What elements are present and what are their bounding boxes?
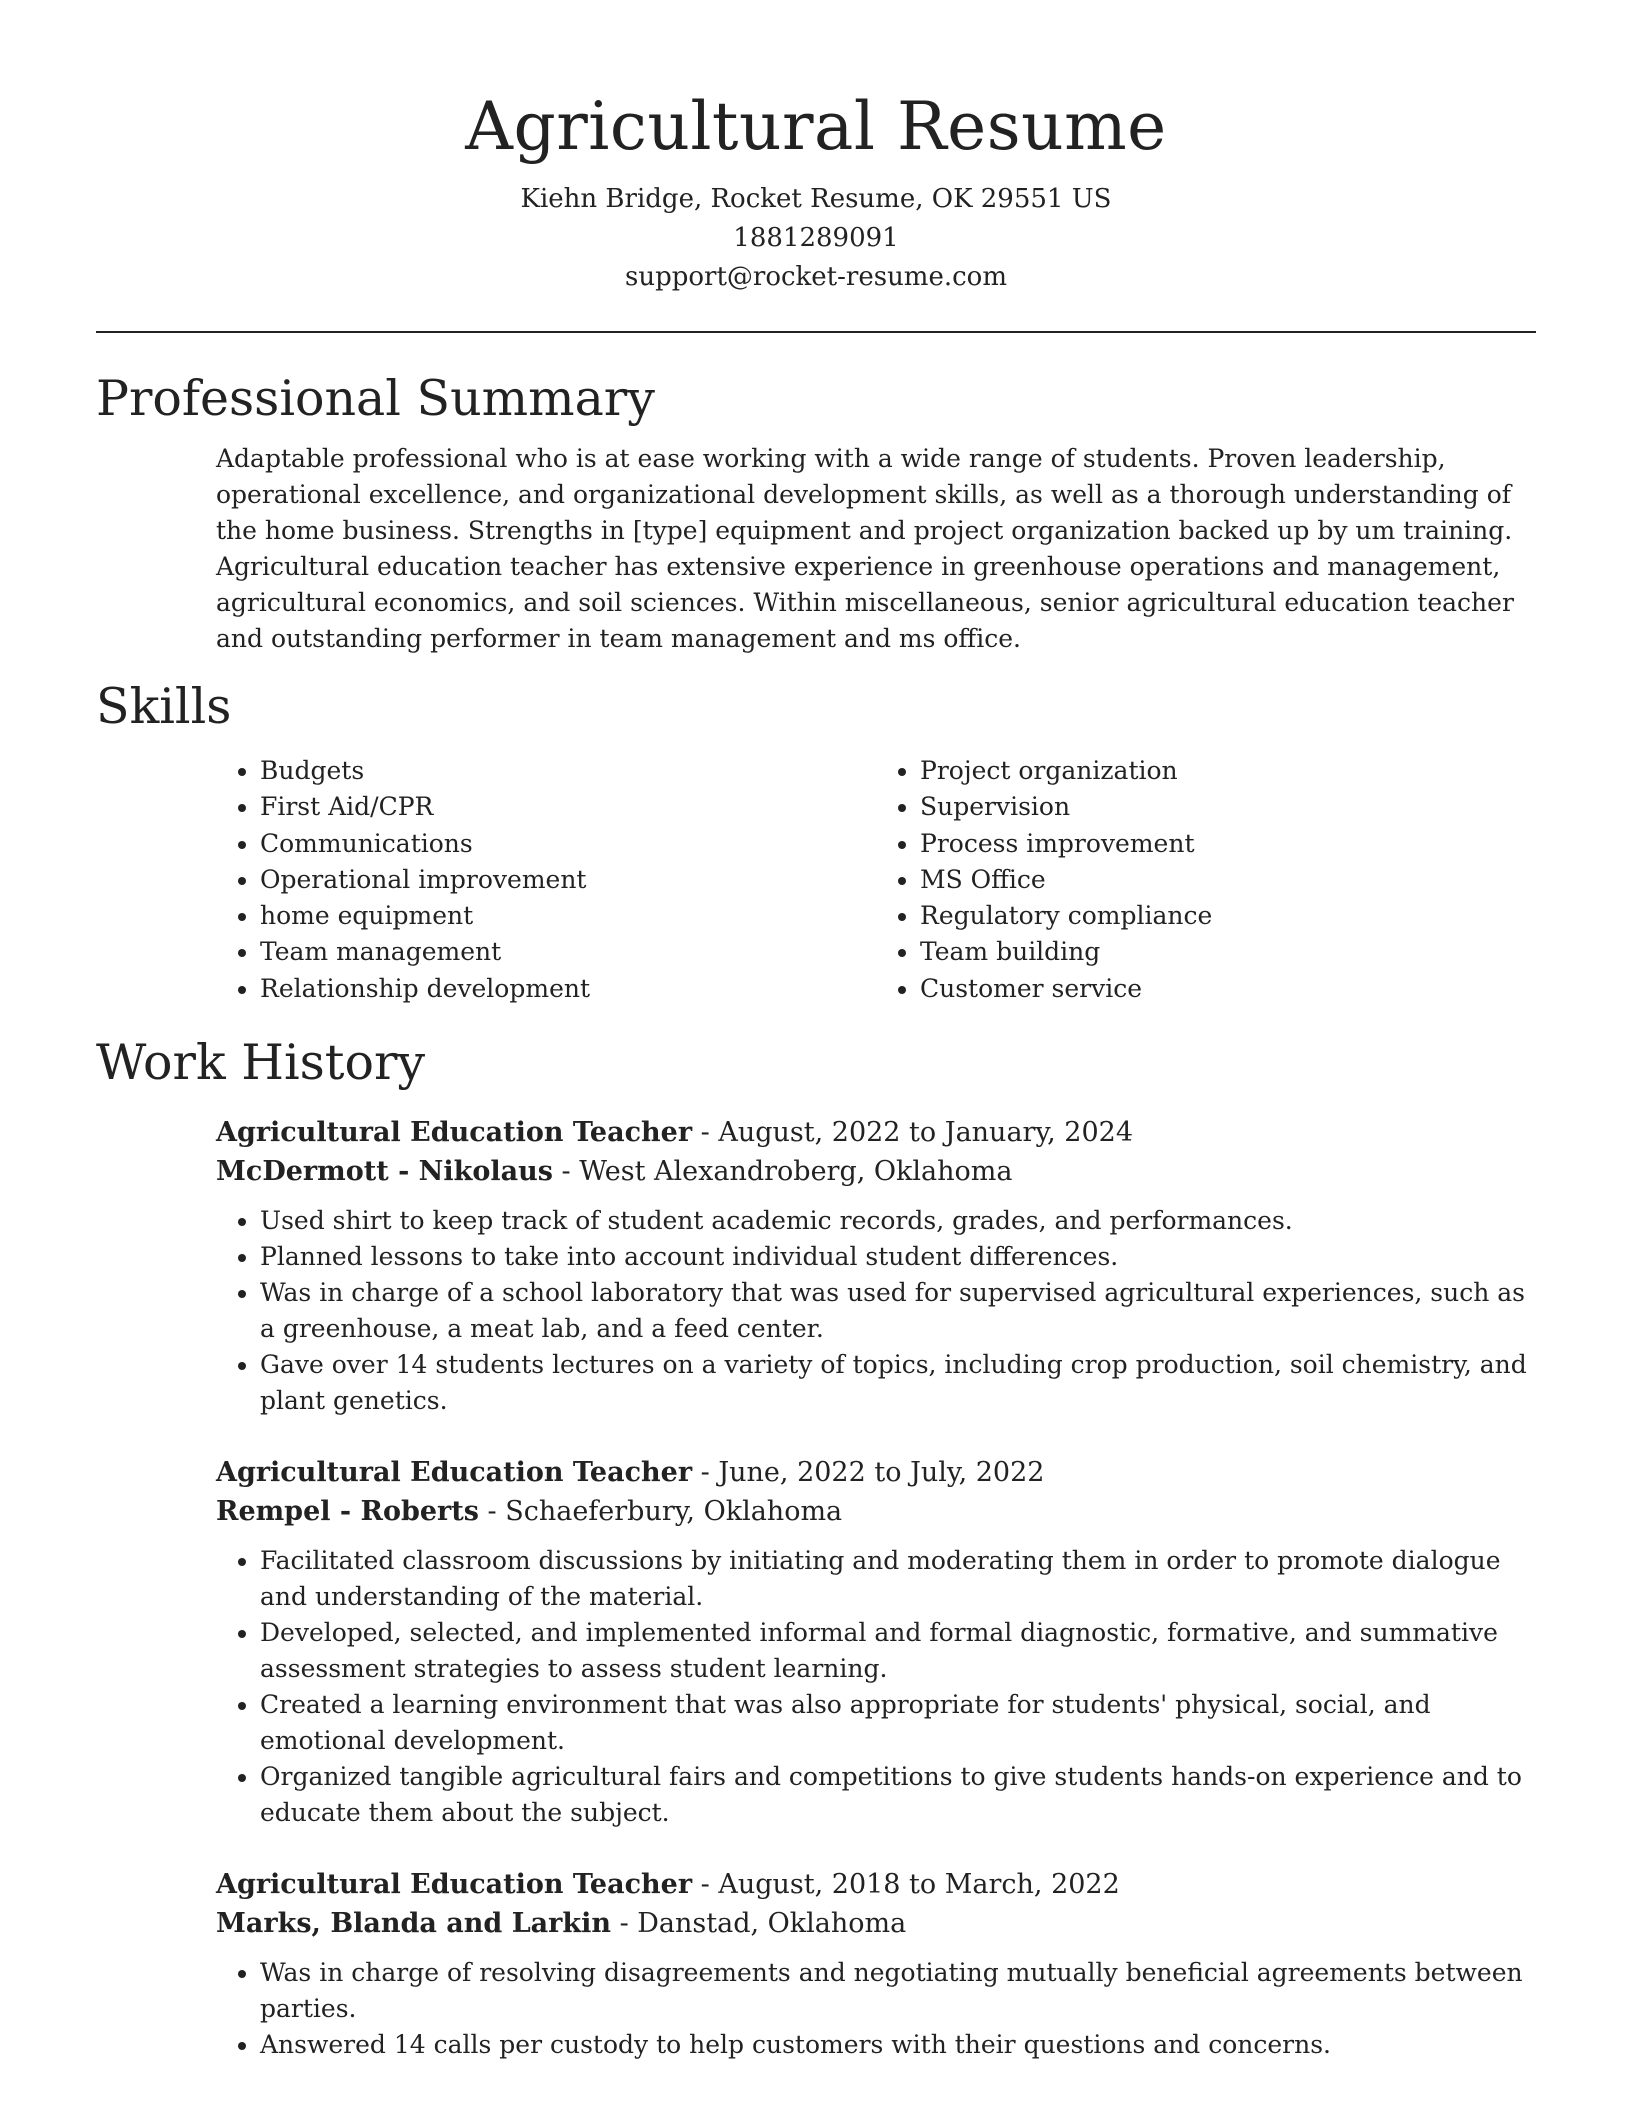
- skills-list-left: [216, 753, 876, 1007]
- job-company-line: [216, 1492, 1536, 1531]
- resume-header: [96, 0, 1536, 297]
- job-bullet: • Was in charge of resolving disagreements and negotiating mutually beneficial agreements between parties.: [260, 1955, 1536, 2027]
- job-bullet: • Planned lessons to take into account individual student differences.: [260, 1239, 1536, 1275]
- work-history-heading: Work History: [96, 1034, 426, 1092]
- skills-list-right: [876, 753, 1536, 1007]
- resume-page: [96, 0, 1536, 2063]
- header-divider: [96, 331, 1536, 333]
- job-bullets: [216, 1955, 1536, 2063]
- summary-heading: Professional Summary: [96, 370, 655, 427]
- skill-item: • Supervision: [920, 789, 1536, 825]
- skill-item: • MS Office: [920, 862, 1536, 898]
- contact-address: Kiehn Bridge, Rocket Resume, OK 29551 US: [520, 184, 1112, 214]
- job-role: Agricultural Education Teacher: [216, 1117, 693, 1149]
- job-entry: [216, 1865, 1536, 2063]
- job-bullet: • Used shirt to keep track of student academic records, grades, and performances.: [260, 1203, 1536, 1239]
- job-title-line: [216, 1865, 1536, 1904]
- job-bullet: • Created a learning environment that was also appropriate for students' physical, social, and emotional development.: [260, 1687, 1536, 1759]
- contact-email: support@rocket-resume.com: [624, 262, 1007, 292]
- skill-item: • home equipment: [260, 898, 876, 934]
- job-dates: - June, 2022 to July, 2022: [692, 1457, 1045, 1489]
- job-dates: - August, 2018 to March, 2022: [692, 1869, 1120, 1901]
- skill-item: • Team management: [260, 934, 876, 970]
- job-dates: - August, 2022 to January, 2024: [692, 1117, 1133, 1149]
- job-bullets: [216, 1203, 1536, 1419]
- job-bullet: • Gave over 14 students lectures on a variety of topics, including crop production, soil chemistry, and plant genetics.: [260, 1347, 1536, 1419]
- job-title-line: [216, 1453, 1536, 1492]
- skill-item: • Budgets: [260, 753, 876, 789]
- skills-heading: Skills: [96, 678, 232, 735]
- skill-item: • Relationship development: [260, 971, 876, 1007]
- job-bullet: • Was in charge of a school laboratory that was used for supervised agricultural experiences, such as a greenhouse, a meat lab, and a feed center.: [260, 1275, 1536, 1347]
- job-role: Agricultural Education Teacher: [216, 1869, 693, 1901]
- summary-text: Adaptable professional who is at ease working with a wide range of students. Proven leadership, operational excellence, and organizational development skills, as well as a thorough understanding of the home business. Strengths in [type] equipment and project organization backed up by um training. Agricultural education teacher has extensive experience in greenhouse operations and management, agricultural economics, and soil sciences. Within miscellaneous, senior agricultural education teacher and outstanding performer in team management and ms office.: [216, 444, 1514, 653]
- skill-item: • Customer service: [920, 971, 1536, 1007]
- contact-block: [96, 180, 1536, 297]
- skill-item: • Team building: [920, 934, 1536, 970]
- contact-phone: 1881289091: [733, 223, 899, 253]
- job-location: - West Alexandroberg, Oklahoma: [552, 1156, 1013, 1188]
- job-company: Marks, Blanda and Larkin: [216, 1908, 611, 1940]
- skills-grid: [216, 753, 1536, 1007]
- job-company: Rempel - Roberts: [216, 1496, 479, 1528]
- skill-item: • Project organization: [920, 753, 1536, 789]
- job-bullet: • Developed, selected, and implemented informal and formal diagnostic, formative, and summative assessment strategies to assess student learning.: [260, 1615, 1536, 1687]
- skill-item: • Process improvement: [920, 826, 1536, 862]
- job-title-line: [216, 1113, 1536, 1152]
- job-company-line: [216, 1904, 1536, 1943]
- skill-item: • Communications: [260, 826, 876, 862]
- skill-item: • Operational improvement: [260, 862, 876, 898]
- job-bullet: • Answered 14 calls per custody to help customers with their questions and concerns.: [260, 2027, 1536, 2063]
- job-location: - Danstad, Oklahoma: [611, 1908, 907, 1940]
- job-company-line: [216, 1152, 1536, 1191]
- job-entry: [216, 1113, 1536, 1419]
- skill-item: • First Aid/CPR: [260, 789, 876, 825]
- job-location: - Schaeferbury, Oklahoma: [478, 1496, 843, 1528]
- job-company: McDermott - Nikolaus: [216, 1156, 553, 1188]
- job-bullet: • Organized tangible agricultural fairs and competitions to give students hands-on experience and to educate them about the subject.: [260, 1759, 1536, 1831]
- resume-title: Agricultural Resume: [465, 88, 1167, 165]
- job-role: Agricultural Education Teacher: [216, 1457, 693, 1489]
- job-bullets: [216, 1543, 1536, 1831]
- job-bullet: • Facilitated classroom discussions by initiating and moderating them in order to promote dialogue and understanding of the material.: [260, 1543, 1536, 1615]
- skill-item: • Regulatory compliance: [920, 898, 1536, 934]
- job-entry: [216, 1453, 1536, 1831]
